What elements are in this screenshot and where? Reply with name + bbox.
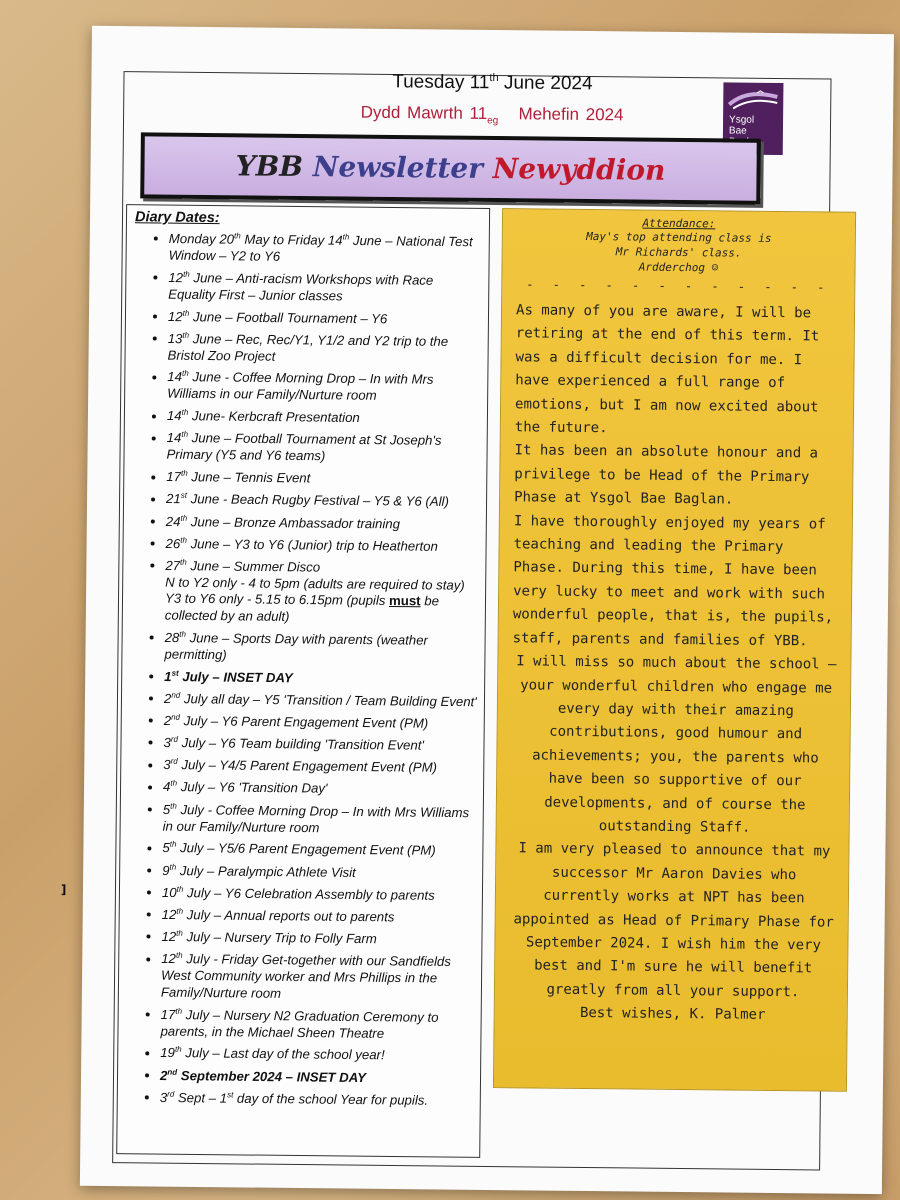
- diary-dates-panel: [116, 204, 490, 1158]
- diary-item: • 12th June – Football Tournament – Y6: [168, 305, 482, 328]
- diary-item: • 12th July – Nursery Trip to Folly Farm: [161, 926, 475, 949]
- attendance-title: Attendance:: [642, 216, 716, 231]
- diary-item: • 5th July - Coffee Morning Drop – In with Mrs Williams in our Family/Nurture room: [163, 798, 477, 838]
- diary-list: [118, 227, 489, 1109]
- message-paragraph: I will miss so much about the school – your wonderful children who engage me every day with their amazing contributions, good humour and achievements; you, the parents who have been so supportive of our developments, and of course the outstanding Staff.: [516, 653, 837, 836]
- date-welsh: Dydd Mawrth $11_{eg}$ Mehefin 2024: [360, 102, 624, 127]
- logo-swoosh-icon: [727, 86, 779, 111]
- diary-item: • 12th July – Annual reports out to parents: [162, 903, 476, 926]
- diary-item: • 3rd July – Y6 Team building 'Transition Event': [163, 732, 477, 755]
- message-paragraph: As many of you are aware, I will be retiring at the end of this term. It was a difficult decision for me. I have experienced a full range of emotions, but I am now excited about the future.: [514, 302, 820, 437]
- diary-item: • 5th July – Y5/6 Parent Engagement Event (PM): [162, 837, 476, 860]
- message-signoff: Best wishes, K. Palmer: [579, 1005, 766, 1024]
- newsletter-page: [60, 26, 894, 1194]
- attendance-line: Mr Richards' class.: [615, 245, 742, 260]
- diary-item: • 17th July – Nursery N2 Graduation Ceremony to parents, in the Michael Sheen Theatre: [160, 1003, 474, 1043]
- diary-item: • 21st June - Beach Rugby Festival – Y5 & Y6 (All): [166, 488, 480, 511]
- attendance-line: Ardderchog ☺: [638, 260, 719, 275]
- diary-item-inset: • 1st July – INSET DAY: [164, 665, 478, 688]
- diary-item: • 24th June – Bronze Ambassador training: [166, 510, 480, 533]
- message-paragraph: It has been an absolute honour and a privilege to be Head of the Primary Phase at Ysgol Bae Baglan.: [514, 442, 819, 508]
- banner-newsletter: Newsletter: [312, 150, 484, 185]
- diary-item-disco: • 27th June – Summer Disco N to Y2 only - 4 to 5pm (adults are required to stay) Y3 to Y6 only - 5.15 to 6.15pm (pupils must be collected by an adult): [165, 554, 480, 627]
- diary-item: • 14th June- Kerbcraft Presentation: [167, 405, 481, 428]
- diary-item: • 2nd July all day – Y5 'Transition / Team Building Event': [164, 687, 478, 710]
- diary-item: • 10th July – Y6 Celebration Assembly to parents: [162, 881, 476, 904]
- diary-item: • 26th June – Y3 to Y6 (Junior) trip to Heatherton: [166, 532, 480, 555]
- diary-item: • 14th June - Coffee Morning Drop – In with Mrs Williams in our Family/Nurture room: [167, 366, 481, 406]
- diary-item: • 17th June – Tennis Event: [166, 466, 480, 489]
- attendance-line: May's top attending class is: [586, 229, 772, 245]
- diary-item: • 13th June – Rec, Rec/Y1, Y1/2 and Y2 trip to the Bristol Zoo Project: [167, 327, 481, 367]
- logo-text: Ysgol Bae: [728, 114, 755, 137]
- diary-item: • 12th July - Friday Get-together with our Sandfields West Community worker and Mrs Phillips in the Family/Nurture room: [161, 948, 476, 1004]
- diary-item-inset: • 2nd September 2024 – INSET DAY: [160, 1064, 474, 1087]
- diary-item: • 3rd July – Y4/5 Parent Engagement Event (PM): [163, 754, 477, 777]
- diary-item: • Monday 20th May to Friday 14th June – National Test Window – Y2 to Y6: [169, 228, 483, 268]
- diary-item: • 19th July – Last day of the school year!: [160, 1042, 474, 1065]
- message-panel: [493, 208, 856, 1092]
- diary-item: • 14th June – Football Tournament at St Joseph's Primary (Y5 and Y6 teams): [166, 427, 480, 467]
- diary-item: • 4th July – Y6 'Transition Day': [163, 776, 477, 799]
- banner-newyddion: Newyddion: [492, 152, 666, 187]
- diary-item: • 28th June – Sports Day with parents (weather permitting): [164, 626, 478, 666]
- message-paragraph: I have thoroughly enjoyed my years of teaching and leading the Primary Phase. During this time, I have been very lucky to meet and work with such wonderful people, that is, the pupils, staff, parents and families of YBB.: [512, 512, 834, 650]
- margin-mark: ]: [60, 882, 67, 897]
- message-paragraph: I am very pleased to announce that my successor Mr Aaron Davies who currently works at NPT has been appointed as Head of Primary Phase for September 2024. I wish him the very best and I'm sure he will benefit greatly from all your support.: [513, 840, 834, 1001]
- newsletter-banner: [140, 132, 761, 204]
- date-english: Tuesday 11th June 2024: [392, 71, 593, 95]
- diary-item: • 2nd July – Y6 Parent Engagement Event (PM): [164, 710, 478, 733]
- diary-item: • 3rd Sept – 1st day of the school Year for pupils.: [160, 1086, 474, 1109]
- diary-item: • 12th June – Anti-racism Workshops with Race Equality First – Junior classes: [168, 266, 482, 306]
- diary-item: • 9th July – Paralympic Athlete Visit: [162, 859, 476, 882]
- retirement-message: [495, 291, 855, 1028]
- diary-title: Diary Dates:: [134, 209, 220, 227]
- divider: - - - - - - - - - - - -: [526, 277, 831, 295]
- banner-ybb: YBB: [235, 149, 304, 184]
